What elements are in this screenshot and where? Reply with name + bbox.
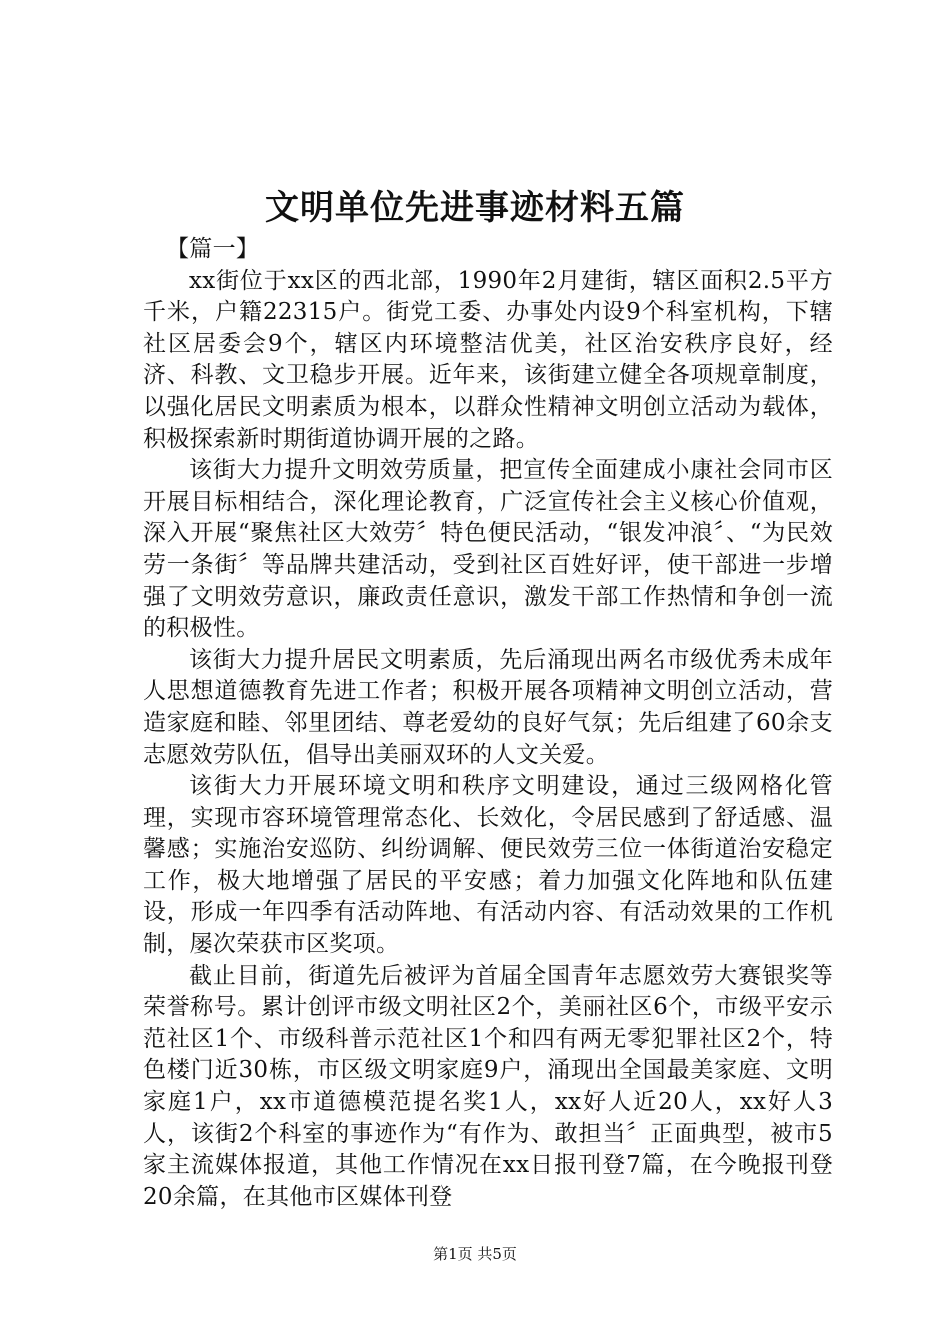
document-title: 文明单位先进事迹材料五篇 xyxy=(265,188,685,228)
page-footer xyxy=(0,1244,950,1264)
paragraph-2: 该街大力提升文明效劳质量，把宣传全面建成小康社会同市区开展目标相结合，深化理论教育，广泛宣传社会主义核心价值观，深入开展“聚焦社区大效劳〞特色便民活动，“银发冲浪〞、“为民效劳一条街〞等品牌共建活动，受到社区百姓好评，使干部进一步增强了文明效劳意识，廉政责任意识，激发干部工作热情和争创一流的积极性。 xyxy=(143,457,833,642)
page-indicator: 第1页 共5页 xyxy=(433,1245,517,1263)
document-body xyxy=(143,234,833,1213)
paragraph-3: 该街大力提升居民文明素质，先后涌现出两名市级优秀未成年人思想道德教育先进工作者；积极开展各项精神文明创立活动，营造家庭和睦、邻里团结、尊老爱幼的良好气氛；先后组建了60余支志愿效劳队伍，倡导出美丽双环的人文关爱。 xyxy=(143,646,833,768)
paragraph-1: xx街位于xx区的西北部，1990年2月建街，辖区面积2.5平方千米，户籍22315户。街党工委、办事处内设9个科室机构，下辖社区居委会9个，辖区内环境整洁优美，社区治安秩序良好，经济、科教、文卫稳步开展。近年来，该街建立健全各项规章制度，以强化居民文明素质为根本，以群众性精神文明创立活动为载体，积极探索新时期街道协调开展的之路。 xyxy=(143,267,833,452)
paragraph-5: 截止目前，街道先后被评为首届全国青年志愿效劳大赛银奖等荣誉称号。累计创评市级文明社区2个，美丽社区6个，市级平安示范社区1个、市级科普示范社区1个和四有两无零犯罪社区2个，特色楼门近30栋，市区级文明家庭9户，涌现出全国最美家庭、文明家庭1户，xx市道德模范提名奖1人，xx好人近20人，xx好人3人，该街2个科室的事迹作为“有作为、敢担当〞正面典型，被市5家主流媒体报道，其他工作情况在xx日报刊登7篇，在今晚报刊登20余篇，在其他市区媒体刊登 xyxy=(143,962,833,1210)
section-label: 【篇一】 xyxy=(166,236,260,262)
paragraph-4: 该街大力开展环境文明和秩序文明建设，通过三级网格化管理，实现市容环境管理常态化、长效化，令居民感到了舒适感、温馨感；实施治安巡防、纠纷调解、便民效劳三位一体街道治安稳定工作，极大地增强了居民的平安感；着力加强文化阵地和队伍建设，形成一年四季有活动阵地、有活动内容、有活动效果的工作机制，屡次荣获市区奖项。 xyxy=(143,773,833,958)
